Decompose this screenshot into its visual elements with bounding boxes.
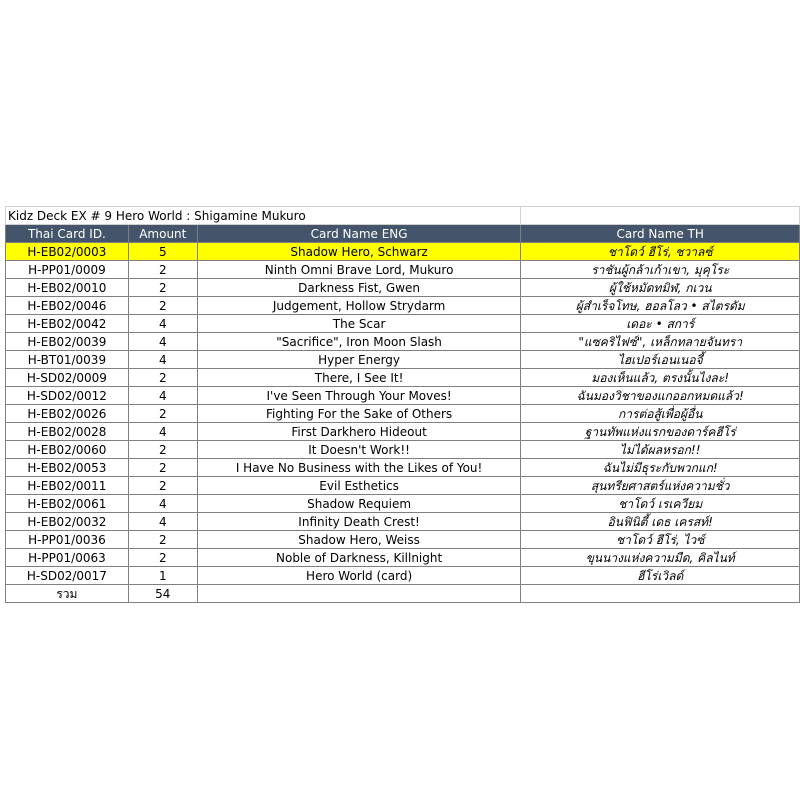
cell-amount[interactable]: 2	[128, 369, 197, 387]
cell-card-id[interactable]: H-EB02/0003	[6, 243, 129, 261]
cell-amount[interactable]: 4	[128, 423, 197, 441]
cell-card-name-th[interactable]: การต่อสู้เพื่อผู้อื่น	[521, 405, 800, 423]
cell-card-name-th[interactable]: ฉันมองวิชาของแกออกหมดแล้ว!	[521, 387, 800, 405]
cell-card-name-th[interactable]: ชาโดว์ เรเควียม	[521, 495, 800, 513]
table-row	[6, 423, 800, 441]
table-row	[6, 531, 800, 549]
cell-card-name-eng[interactable]: Infinity Death Crest!	[197, 513, 521, 531]
cell-card-name-th[interactable]: อินฟินิตี้ เดธ เครสท์!	[521, 513, 800, 531]
cell-card-name-th[interactable]: ฐานทัพแห่งแรกของดาร์คฮีโร่	[521, 423, 800, 441]
table-body	[6, 207, 800, 603]
table-row	[6, 495, 800, 513]
cell-amount[interactable]: 4	[128, 315, 197, 333]
table-row	[6, 369, 800, 387]
cell-card-name-eng[interactable]: Judgement, Hollow Strydarm	[197, 297, 521, 315]
cell-amount[interactable]: 2	[128, 477, 197, 495]
table-row	[6, 477, 800, 495]
header-card-name-eng[interactable]: Card Name ENG	[197, 225, 521, 243]
cell-card-id[interactable]: H-PP01/0036	[6, 531, 129, 549]
cell-card-name-eng[interactable]: Shadow Requiem	[197, 495, 521, 513]
table-row	[6, 333, 800, 351]
cell-card-name-eng[interactable]: "Sacrifice", Iron Moon Slash	[197, 333, 521, 351]
total-label[interactable]: รวม	[6, 585, 129, 603]
table-row	[6, 387, 800, 405]
cell-card-id[interactable]: H-BT01/0039	[6, 351, 129, 369]
header-amount[interactable]: Amount	[128, 225, 197, 243]
cell-amount[interactable]: 2	[128, 549, 197, 567]
cell-card-id[interactable]: H-SD02/0009	[6, 369, 129, 387]
cell-card-name-eng[interactable]: The Scar	[197, 315, 521, 333]
cell-card-id[interactable]: H-EB02/0032	[6, 513, 129, 531]
cell-card-name-eng[interactable]: Darkness Fist, Gwen	[197, 279, 521, 297]
table-row	[6, 459, 800, 477]
cell-card-name-th[interactable]: "แซคริไฟซ์", เหล็กทลายจันทรา	[521, 333, 800, 351]
cell-card-name-eng[interactable]: Hyper Energy	[197, 351, 521, 369]
cell-card-name-eng[interactable]: Evil Esthetics	[197, 477, 521, 495]
cell-card-id[interactable]: H-EB02/0046	[6, 297, 129, 315]
header-card-name-th[interactable]: Card Name TH	[521, 225, 800, 243]
sheet-title[interactable]: Kidz Deck EX # 9 Hero World : Shigamine Mukuro	[6, 207, 521, 225]
cell-amount[interactable]: 5	[128, 243, 197, 261]
table-row	[6, 261, 800, 279]
cell-card-id[interactable]: H-EB02/0039	[6, 333, 129, 351]
title-row	[6, 207, 800, 225]
cell-card-name-eng[interactable]: First Darkhero Hideout	[197, 423, 521, 441]
total-empty-th[interactable]	[521, 585, 800, 603]
cell-card-name-eng[interactable]: I've Seen Through Your Moves!	[197, 387, 521, 405]
cell-card-id[interactable]: H-PP01/0009	[6, 261, 129, 279]
cell-amount[interactable]: 4	[128, 333, 197, 351]
cell-card-name-eng[interactable]: It Doesn't Work!!	[197, 441, 521, 459]
cell-card-name-th[interactable]: ผู้ใช้หมัดทมิฬ, กเวน	[521, 279, 800, 297]
cell-card-id[interactable]: H-EB02/0042	[6, 315, 129, 333]
cell-card-name-th[interactable]: เดอะ • สการ์	[521, 315, 800, 333]
cell-amount[interactable]: 2	[128, 297, 197, 315]
cell-card-id[interactable]: H-EB02/0061	[6, 495, 129, 513]
table-row	[6, 549, 800, 567]
cell-card-id[interactable]: H-EB02/0053	[6, 459, 129, 477]
cell-card-name-eng[interactable]: Fighting For the Sake of Others	[197, 405, 521, 423]
cell-card-name-th[interactable]: ชาโดว์ ฮีโร่, ไวซ์	[521, 531, 800, 549]
header-row	[6, 225, 800, 243]
total-empty-eng[interactable]	[197, 585, 521, 603]
cell-card-name-th[interactable]: ไฮเปอร์เอนเนอจี้	[521, 351, 800, 369]
cell-card-name-eng[interactable]: Noble of Darkness, Killnight	[197, 549, 521, 567]
cell-amount[interactable]: 2	[128, 279, 197, 297]
cell-card-id[interactable]: H-EB02/0060	[6, 441, 129, 459]
cell-card-name-eng[interactable]: Shadow Hero, Weiss	[197, 531, 521, 549]
cell-amount[interactable]: 2	[128, 531, 197, 549]
cell-card-id[interactable]: H-PP01/0063	[6, 549, 129, 567]
cell-card-id[interactable]: H-EB02/0026	[6, 405, 129, 423]
cell-card-name-th[interactable]: ฮีโร่เวิลด์	[521, 567, 800, 585]
cell-card-name-th[interactable]: ฉันไม่มีธุระกับพวกแก!	[521, 459, 800, 477]
cell-amount[interactable]: 1	[128, 567, 197, 585]
cell-card-name-eng[interactable]: Ninth Omni Brave Lord, Mukuro	[197, 261, 521, 279]
deck-list-table	[5, 206, 800, 603]
table-row	[6, 351, 800, 369]
cell-amount[interactable]: 2	[128, 261, 197, 279]
cell-card-name-eng[interactable]: Shadow Hero, Schwarz	[197, 243, 521, 261]
cell-card-name-th[interactable]: สุนทรียศาสตร์แห่งความชั่ว	[521, 477, 800, 495]
cell-amount[interactable]: 2	[128, 441, 197, 459]
table-row	[6, 513, 800, 531]
table-row	[6, 405, 800, 423]
cell-card-id[interactable]: H-EB02/0011	[6, 477, 129, 495]
title-empty-cell[interactable]	[521, 207, 800, 225]
cell-amount[interactable]: 4	[128, 387, 197, 405]
cell-card-id[interactable]: H-EB02/0028	[6, 423, 129, 441]
total-row	[6, 585, 800, 603]
header-thai-card-id[interactable]: Thai Card ID.	[6, 225, 129, 243]
cell-card-name-eng[interactable]: There, I See It!	[197, 369, 521, 387]
cell-card-name-eng[interactable]: I Have No Business with the Likes of You!	[197, 459, 521, 477]
table-row	[6, 243, 800, 261]
cell-amount[interactable]: 2	[128, 405, 197, 423]
cell-card-name-th[interactable]: ผู้สำเร็จโทษ, ฮอลโลว • สไตรดัม	[521, 297, 800, 315]
table-row	[6, 315, 800, 333]
cell-card-id[interactable]: H-SD02/0017	[6, 567, 129, 585]
cell-amount[interactable]: 2	[128, 459, 197, 477]
table-row	[6, 297, 800, 315]
cell-card-name-th[interactable]: มองเห็นแล้ว, ตรงนั้นไงละ!	[521, 369, 800, 387]
cell-amount[interactable]: 4	[128, 351, 197, 369]
table-row	[6, 441, 800, 459]
cell-card-id[interactable]: H-EB02/0010	[6, 279, 129, 297]
cell-card-name-eng[interactable]: Hero World (card)	[197, 567, 521, 585]
table-row	[6, 279, 800, 297]
cell-card-name-th[interactable]: ไม่ได้ผลหรอก!!	[521, 441, 800, 459]
table-row	[6, 567, 800, 585]
cell-amount[interactable]: 4	[128, 495, 197, 513]
cell-card-id[interactable]: H-SD02/0012	[6, 387, 129, 405]
total-value[interactable]: 54	[128, 585, 197, 603]
cell-card-name-th[interactable]: ราชันผู้กล้าเก้าเขา, มุคุโระ	[521, 261, 800, 279]
cell-amount[interactable]: 4	[128, 513, 197, 531]
cell-card-name-th[interactable]: ขุนนางแห่งความมืด, คิลไนท์	[521, 549, 800, 567]
cell-card-name-th[interactable]: ชาโดว์ ฮีโร่, ชวาลซ์	[521, 243, 800, 261]
